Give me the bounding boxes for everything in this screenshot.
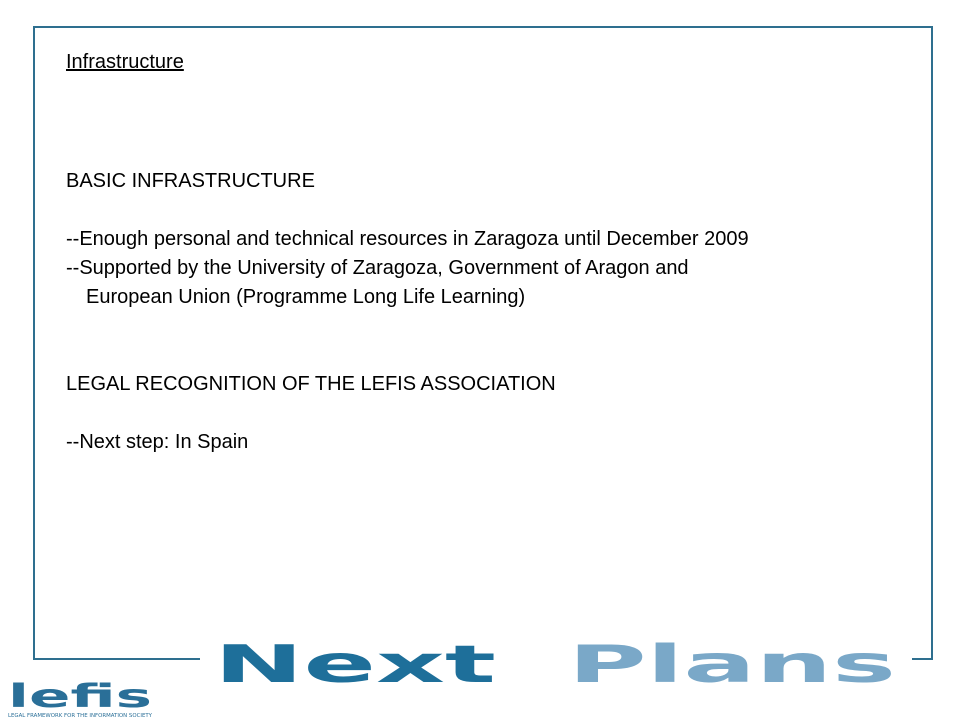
banner-word-plans: Plans: [568, 636, 896, 692]
supported-line: --Supported by the University of Zaragoza, Government of Aragon and: [66, 257, 689, 279]
next-plans-banner: [200, 636, 912, 692]
lefis-logo: [6, 676, 156, 720]
next-step-line: --Next step: In Spain: [66, 431, 249, 453]
banner-word-next: Next: [214, 636, 496, 692]
basic-infrastructure-heading: BASIC INFRASTRUCTURE: [66, 170, 315, 192]
slide-title: Infrastructure: [66, 51, 184, 73]
slide-content: [66, 48, 916, 457]
logo-wordmark: lefis: [8, 677, 152, 715]
resources-line: --Enough personal and technical resources in Zaragoza until December 2009: [66, 228, 749, 250]
logo-tagline: LEGAL FRAMEWORK FOR THE INFORMATION SOCIETY: [8, 713, 154, 719]
legal-recognition-heading: LEGAL RECOGNITION OF THE LEFIS ASSOCIATION: [66, 373, 556, 395]
supported-line-continued: European Union (Programme Long Life Learning): [86, 286, 526, 308]
